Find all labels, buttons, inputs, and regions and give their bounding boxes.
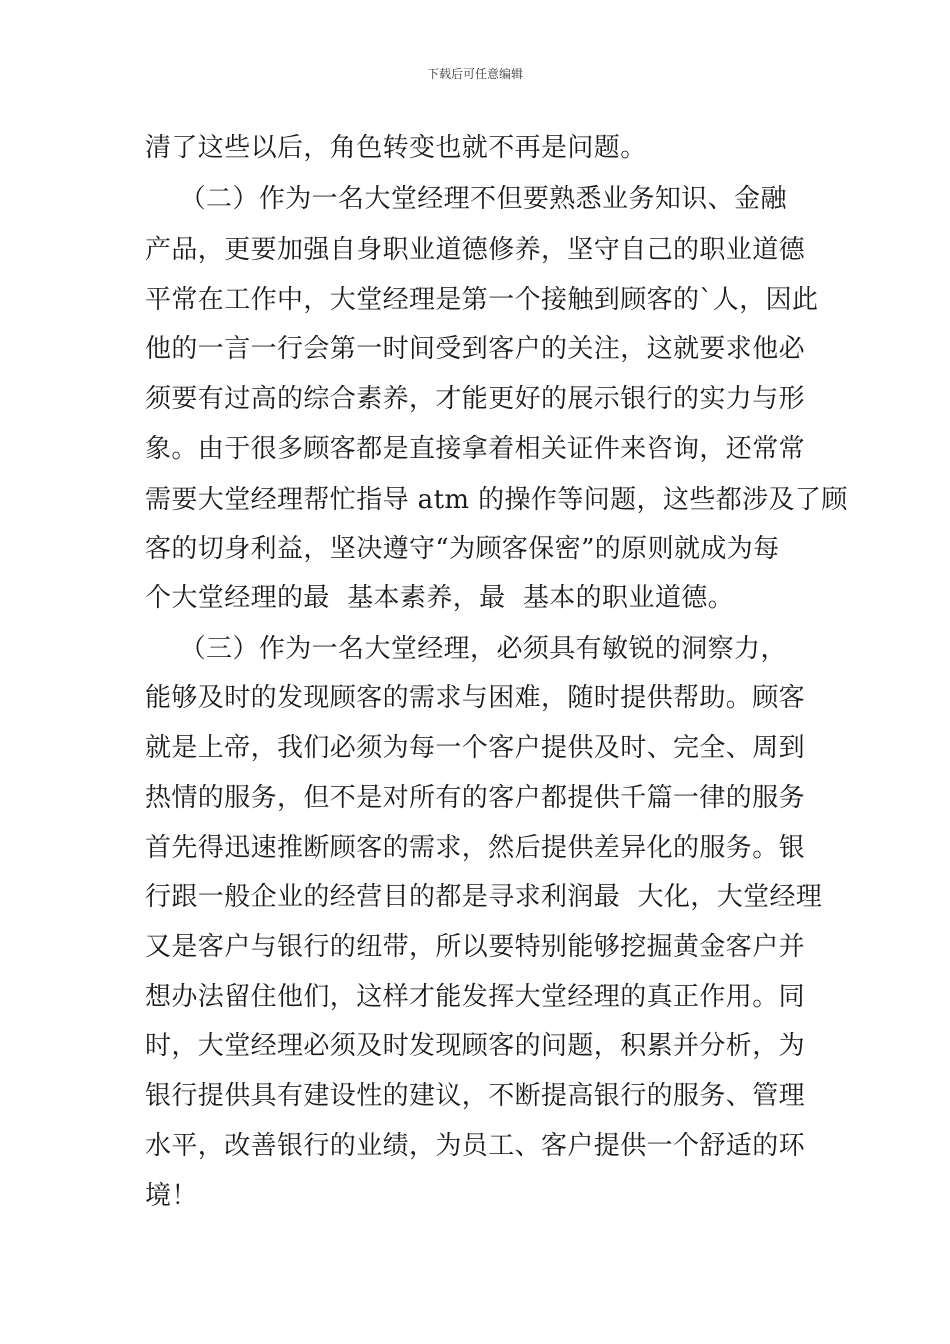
body-line: 平常在工作中，大堂经理是第一个接触到顾客的`人，因此 bbox=[145, 285, 819, 315]
body-line: 又是客户与银行的纽带，所以要特别能够挖掘黄金客户并 bbox=[145, 932, 806, 962]
body-line: 个大堂经理的最 基本素养，最 基本的职业道德。 bbox=[145, 583, 735, 613]
body-line: 能够及时的发现顾客的需求与困难，随时提供帮助。顾客 bbox=[145, 683, 806, 713]
body-line: 须要有过高的综合素养，才能更好的展示银行的实力与形 bbox=[145, 384, 806, 414]
body-line: 银行提供具有建设性的建议，不断提高银行的服务、管理 bbox=[145, 1081, 806, 1111]
page-header: 下载后可任意编辑 bbox=[426, 67, 523, 81]
body-line: 象。由于很多顾客都是直接拿着相关证件来咨询，还常常 bbox=[145, 434, 806, 464]
body-line: 行跟一般企业的经营目的都是寻求利润最 大化，大堂经理 bbox=[145, 882, 823, 912]
body-line: 产品，更要加强自身职业道德修养，坚守自己的职业道德 bbox=[145, 235, 806, 265]
body-line: 水平，改善银行的业绩，为员工、客户提供一个舒适的环 bbox=[145, 1131, 806, 1161]
body-line: 时，大堂经理必须及时发现顾客的问题，积累并分析，为 bbox=[145, 1031, 806, 1061]
body-line: 清了这些以后，角色转变也就不再是问题。 bbox=[145, 133, 647, 163]
body-line: 就是上帝，我们必须为每一个客户提供及时、完全、周到 bbox=[145, 733, 806, 763]
body-line: （二）作为一名大堂经理不但要熟悉业务知识、金融 bbox=[145, 184, 787, 214]
body-line: 想办法留住他们，这样才能发挥大堂经理的真正作用。同 bbox=[145, 982, 806, 1012]
body-line: 首先得迅速推断顾客的需求，然后提供差异化的服务。银 bbox=[145, 833, 806, 863]
body-line: 需要大堂经理帮忙指导 atm 的操作等问题，这些都涉及了顾 bbox=[145, 485, 848, 515]
body-line: （三）作为一名大堂经理，必须具有敏锐的洞察力， bbox=[145, 634, 787, 664]
body-line: 他的一言一行会第一时间受到客户的关注，这就要求他必 bbox=[145, 334, 806, 364]
body-line: 境！ bbox=[145, 1181, 198, 1211]
body-line: 热情的服务，但不是对所有的客户都提供千篇一律的服务 bbox=[145, 783, 806, 813]
body-line: 客的切身利益，坚决遵守“为顾客保密”的原则就成为每 bbox=[145, 534, 780, 564]
